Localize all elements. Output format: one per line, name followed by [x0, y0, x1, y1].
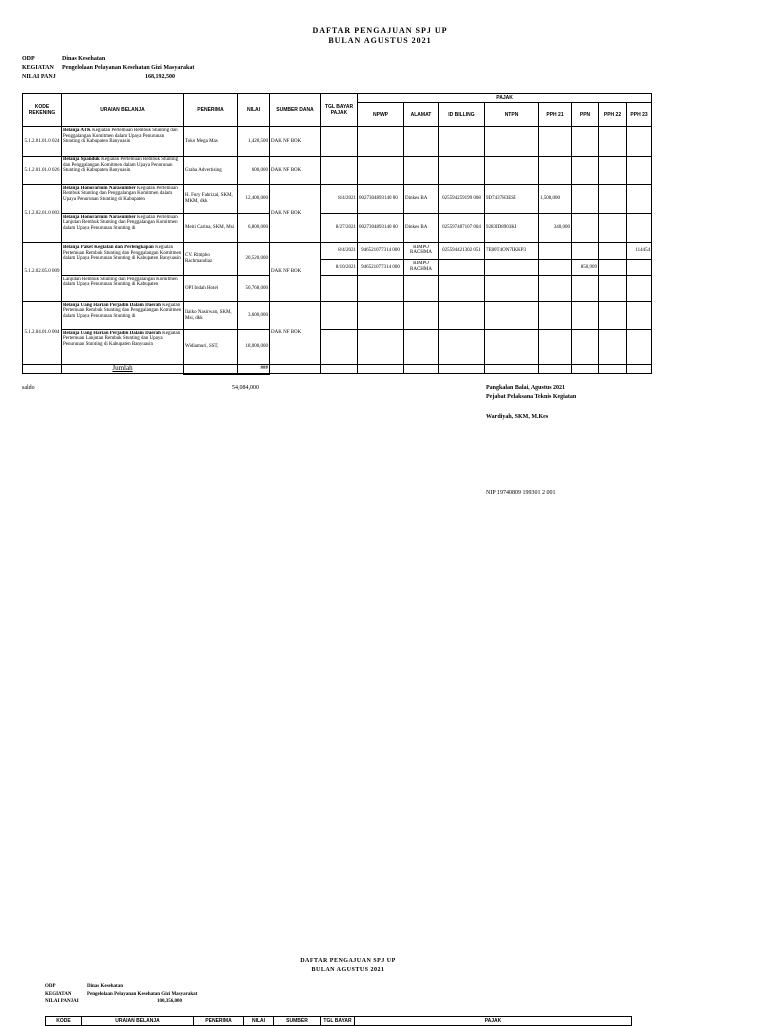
page2-header-kode: KODE [46, 1017, 82, 1026]
header-penerima: PENERIMA [184, 94, 238, 127]
pph23-cell: 114454 [627, 243, 652, 260]
sumber-dana-cell: DAK NF BOK [270, 127, 321, 157]
jumlah-label: Jumlah [62, 365, 184, 374]
ntpn-cell: 9D7437H3ESI [485, 185, 539, 214]
header-pph22: PPH 22 [599, 103, 627, 127]
header-id-billing: ID BILLING [439, 103, 485, 127]
signer-nip: NIP 19740809 199301 2 001 [486, 490, 556, 496]
uraian-cell [62, 214, 184, 243]
header-pajak: PAJAK [358, 94, 652, 103]
penerima-cell: Meiti Carina, SKM, Msi [184, 214, 238, 243]
uraian-text: Kegiatan Pertemuan Rembuk Stunting dan Penggalangan Komitmen dalam Upaya Penurunan Stunting di [63, 302, 182, 319]
page2-kegiatan-value: Pengelolaan Pelayanan Kesehatan Gizi Masyarakat [87, 992, 198, 997]
saldo-label: saldo [22, 385, 35, 391]
npwp-cell: 0027304893140 00 [358, 185, 404, 214]
uraian-cell [62, 185, 184, 214]
alamat-cell: Dinkes BA [404, 185, 439, 214]
nilai-cell: 20,520,000 [238, 243, 270, 276]
header-npwp: NPWP [358, 103, 404, 127]
ntpn-cell: 9283ID8903KI [485, 214, 539, 243]
table-row [23, 157, 652, 185]
spj-table [22, 93, 652, 375]
sumber-dana-cell: DAK NF BOK [270, 243, 321, 302]
saldo-value: 54,084,000 [232, 385, 259, 391]
header-ppn: PPN [572, 103, 599, 127]
penerima-cell: Ilaiko Nasirwan, SKM, Msi, dkk [184, 302, 238, 330]
penerima-cell: Toko Mega Mas [184, 127, 238, 157]
uraian-bold: Belanja Uang Harian Perjadin Dalam Daerah [63, 302, 161, 308]
uraian-cell [62, 302, 184, 330]
pph21-cell: 340,000 [539, 214, 572, 243]
penerima-cell: OPI Indah Hotel [184, 276, 238, 302]
document-title: DAFTAR PENGAJUAN SPJ UP [312, 26, 448, 35]
header-alamat: ALAMAT [404, 103, 439, 127]
page2-odp-value: Dinas Kesehatan [87, 984, 123, 989]
sumber-dana-cell: DAK NF BOK [270, 302, 321, 365]
ppn-cell: 850,909 [572, 260, 599, 276]
table-row [23, 330, 652, 365]
id-billing-cell: 025597487107 004 [439, 214, 485, 243]
pph21-cell: 1,500,000 [539, 185, 572, 214]
header-pph21: PPH 21 [539, 103, 572, 127]
alamat-cell [404, 243, 439, 260]
uraian-bold: Belanja Honorarium Narasumber [63, 185, 136, 191]
uraian-bold: Belanja Uang Harian Perjadin Dalam Daerah [63, 330, 161, 336]
nilai-cell: 3,600,000 [238, 302, 270, 330]
uraian-text: Kegiatan Pertemuan Rembuk Stunting dan Penggalangan Komitmen dalam Upaya Penurunan Stunting di Kabupaten Banyuasin [63, 128, 178, 145]
page2-header-nilai: NILAI [244, 1017, 274, 1026]
sumber-dana-cell: DAK NF BOK [270, 185, 321, 243]
header-ntpn: NTPN [485, 103, 539, 127]
page2-header-uraian: URAIAN BELANJA [82, 1017, 194, 1026]
uraian-text: Kegiatan Pertemuan Lanjutan Rembuk Stunting dan Penggalangan Komitmen dalam Upaya Penurunan Stunting di [63, 214, 178, 231]
page2-odp-label: ODP [45, 984, 56, 989]
header-uraian-belanja: URAIAN BELANJA [62, 94, 184, 127]
tgl-bayar-cell: 8/10/2021 [321, 260, 358, 276]
header-tgl-bayar-pajak: TGL BAYAR PAJAK [321, 94, 358, 127]
kegiatan-value: Pengelolaan Pelayanan Kesehatan Gizi Masyarakat [62, 65, 195, 71]
uraian-cell [62, 330, 184, 365]
uraian-text: Kegiatan Pertemuan Rembuk Stunting dan Penggalangan Komitmen dalam Upaya Penurunan Stunting di Kabupaten Banyuasin [63, 157, 179, 174]
header-sumber-dana: SUMBER DANA [270, 94, 321, 127]
odp-label: ODP [22, 56, 35, 62]
table-row [23, 185, 652, 214]
nilai-cell: 50,768,000 [238, 276, 270, 302]
nilai-cell: 6,800,000 [238, 214, 270, 243]
npwp-cell: 946521077314 000 [358, 243, 404, 260]
alamat-cell [404, 260, 439, 276]
kode-rekening-cell: 5.1.2.02.01.0 003 [23, 185, 62, 243]
table-row [23, 243, 652, 260]
uraian-bold: Belanja ATK [63, 128, 91, 133]
page2-header-pajak: PAJAK [355, 1017, 632, 1026]
uraian-text: Kegiatan Pertemuan Lanjutan Rembuk Stunting dan Upaya Penurunan Stunting di Kabupaten Banyuasin [63, 330, 181, 347]
page2-title: DAFTAR PENGAJUAN SPJ UP [300, 958, 396, 964]
signature-place-date: Pangkalan Balai, Agustus 2021 [486, 385, 566, 391]
tgl-bayar-cell: 8/27/2021 [321, 214, 358, 243]
penerima-cell: Graha Advertising [184, 157, 238, 185]
page2-header-tgl: TGL BAYAR [321, 1017, 355, 1026]
uraian-bold: Belanja Paket Kegiatan dan Perlengkapan [63, 245, 154, 250]
header-kode-rekening: KODE REKENING [23, 94, 62, 127]
alamat-text: RIMPO RACHMA [410, 261, 432, 272]
nilai-panj-label: NILAI PANJ [22, 74, 56, 80]
table-row [23, 127, 652, 157]
total-row [23, 365, 652, 374]
id-billing-cell: 025594421302 051 [439, 243, 485, 260]
ntpn-cell: 7E80T4ON7IKKP3 [485, 243, 539, 260]
penerima-cell: H. Fury Fahrizal, SKM, MKM, dkk [184, 185, 238, 214]
nilai-cell: 600,000 [238, 157, 270, 185]
table-row [23, 214, 652, 243]
table-row [23, 302, 652, 330]
alamat-cell: Dinkes BA [404, 214, 439, 243]
jumlah-value: ### [238, 365, 270, 374]
penerima-cell: CV. Rimpho Rachmandiaz [184, 243, 238, 276]
nilai-cell: 18,000,000 [238, 330, 270, 365]
uraian-cell [62, 127, 184, 157]
header-nilai: NILAI [238, 94, 270, 127]
uraian-cell [62, 276, 184, 302]
page2-kegiatan-label: KEGIATAN [45, 992, 72, 997]
npwp-cell: 0027304893140 00 [358, 214, 404, 243]
uraian-text: Lanjutan Rembuk Stunting dan Penggalangan Komitmen dalam Upaya Penurunan Stunting di Kabupaten [63, 276, 178, 288]
page2-header-sumber: SUMBER [274, 1017, 321, 1026]
tgl-bayar-cell: 8/4/2021 [321, 243, 358, 260]
document-subtitle: BULAN AGUSTUS 2021 [328, 36, 432, 45]
page2-nilai-value: 100,356,000 [157, 999, 182, 1004]
nilai-cell: 1,420,500 [238, 127, 270, 157]
uraian-cell [62, 157, 184, 185]
kode-rekening-cell: 5.1.2.01.01.0 026 [23, 157, 62, 185]
uraian-cell [62, 243, 184, 276]
penerima-cell: Widiamuri, SST, [184, 330, 238, 365]
page2-subtitle: BULAN AGUSTUS 2021 [311, 967, 385, 973]
tgl-bayar-cell: 8/4/2021 [321, 185, 358, 214]
kegiatan-label: KEGIATAN [22, 65, 54, 71]
kode-rekening-cell: 5.1.2.02.05.0 009 [23, 243, 62, 302]
sumber-dana-cell: DAK NF BOK [270, 157, 321, 185]
id-billing-cell: 025594259199 008 [439, 185, 485, 214]
signer-name: Wardiyah, SKM, M.Kes [486, 414, 549, 420]
alamat-text: RIMPO RACHMA [410, 244, 432, 256]
uraian-text: Kegiatan Pertemuan Rembuk Stunting dan Penggalangan Komitmen dalam Upaya Penurunan Stunting di Kabupaten Banyuasin [63, 245, 182, 262]
nilai-cell: 12,400,000 [238, 185, 270, 214]
kode-rekening-cell: 5.1.2.04.01.0 004 [23, 302, 62, 365]
page2-nilai-label: NILAI PANJAI [45, 999, 79, 1004]
npwp-cell: 946521077314 000 [358, 260, 404, 276]
nilai-panj-value: 168,192,500 [145, 74, 175, 80]
uraian-text: Kegiatan Pertemuan Rembuk Stunting dan Penggalangan Komitmen dalam Upaya Penurunan Stunting di Kabupaten [63, 185, 178, 202]
kode-rekening-cell: 5.1.2.01.01.0 024 [23, 127, 62, 157]
page2-header-penerima: PENERIMA [194, 1017, 244, 1026]
header-pph23: PPH 23 [627, 103, 652, 127]
uraian-bold: Belanja Honorarium Narasumber [63, 214, 136, 220]
uraian-bold: Belanja Spanduk [63, 157, 100, 162]
odp-value: Dinas Kesehatan [62, 56, 106, 62]
table-row [23, 276, 652, 302]
signature-position: Pejabat Pelaksana Teknis Kegiatan [486, 394, 577, 400]
page2-table-header [45, 1016, 632, 1026]
